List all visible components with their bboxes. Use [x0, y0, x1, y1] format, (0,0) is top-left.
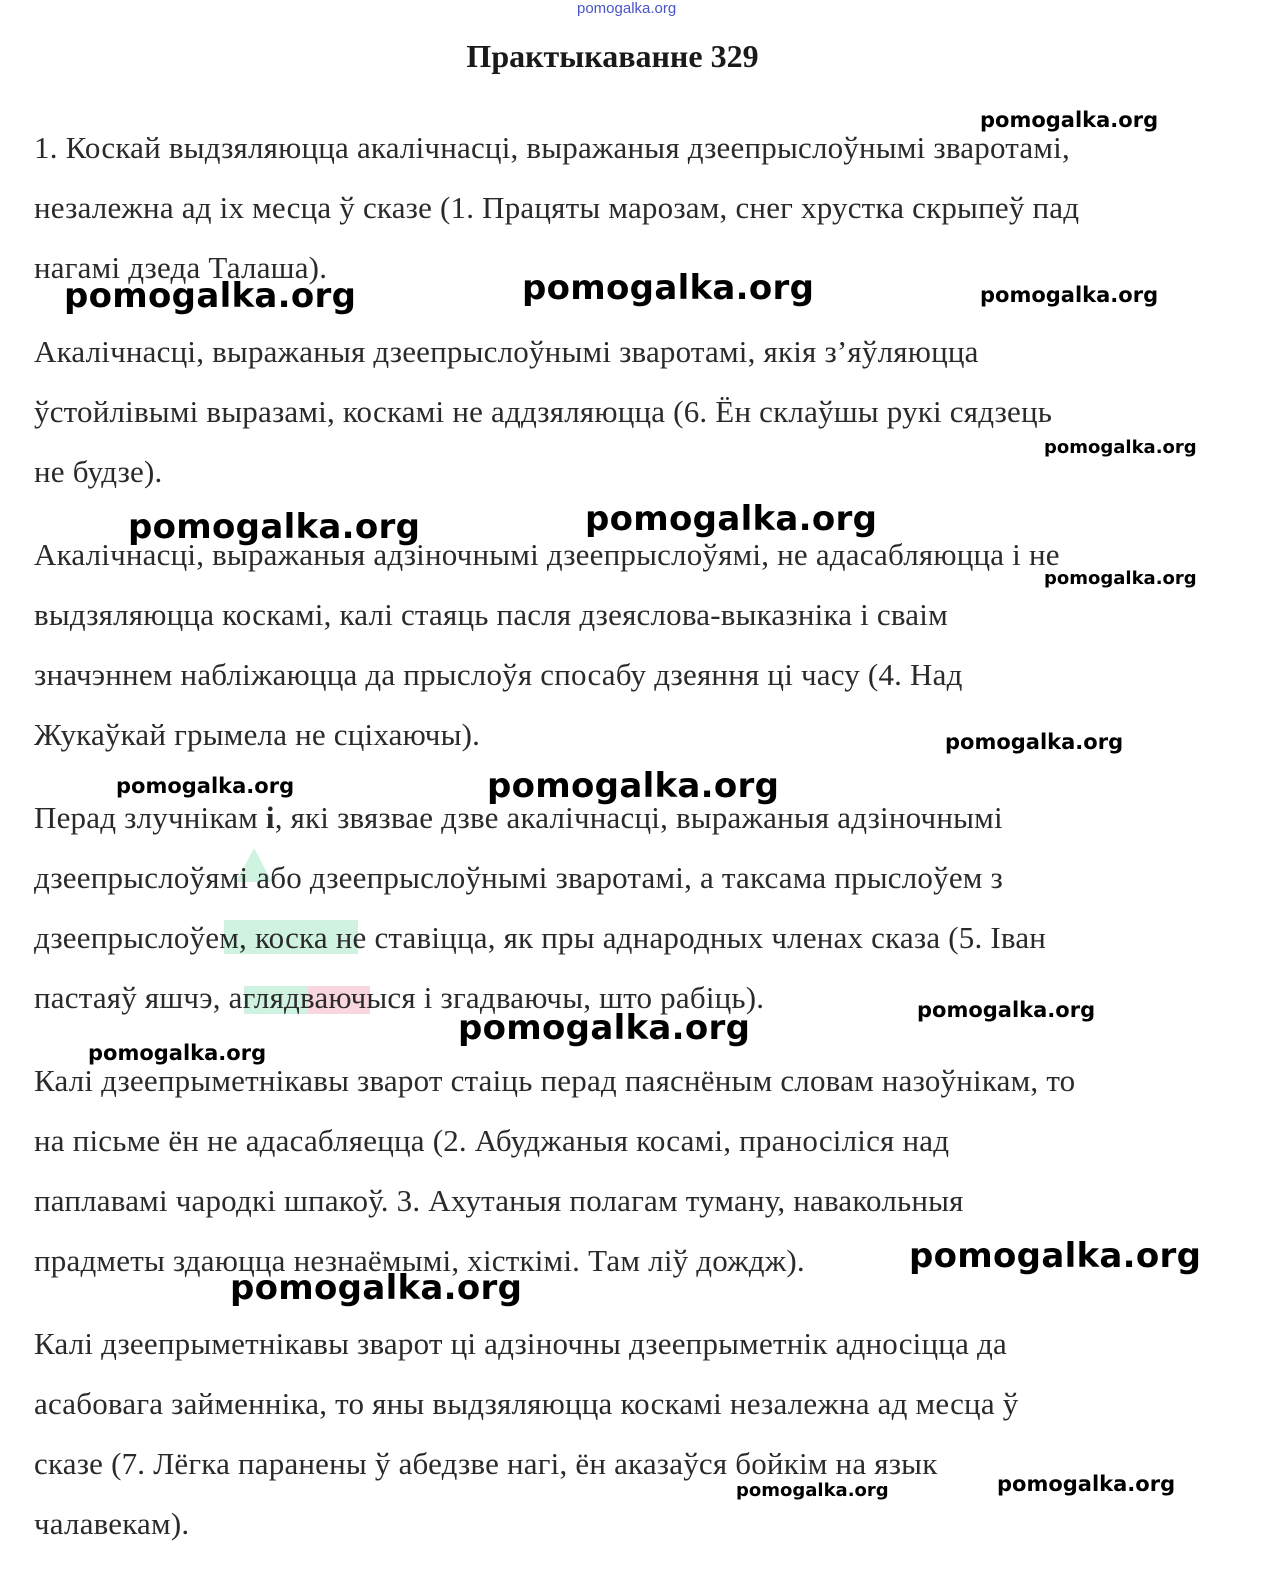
watermark: pomogalka.org — [980, 283, 1159, 307]
watermark: pomogalka.org — [88, 1041, 267, 1065]
watermark: pomogalka.org — [1044, 568, 1197, 589]
watermark: pomogalka.org — [736, 1480, 889, 1501]
page-title: Практыкаванне 329 — [466, 38, 759, 74]
source-link[interactable]: pomogalka.org — [577, 0, 677, 17]
paragraph-4-rest: , які звязвае дзве акалічнасці, выражаныя адзіночнымі дзеепрыслоўямі або дзеепрыслоўнымі зваротамі, а таксама прыслоўем з дзеепрыслоўем, коска не ставіцца, як пры аднародных членах сказа (5. Іван пастаяў яшчэ, аглядваючыся і згадваючы, што рабіць). — [34, 800, 1047, 1015]
watermark: pomogalka.org — [1044, 437, 1197, 458]
conjunction-i: і — [265, 800, 275, 835]
watermark: pomogalka.org — [997, 1472, 1176, 1496]
watermark: pomogalka.org — [585, 499, 878, 539]
watermark: pomogalka.org — [458, 1008, 751, 1048]
watermark: pomogalka.org — [230, 1268, 523, 1308]
watermark: pomogalka.org — [945, 730, 1124, 754]
watermark: pomogalka.org — [487, 766, 780, 806]
watermark: pomogalka.org — [980, 108, 1159, 132]
paragraph-3: Акалічнасці, выражаныя адзіночнымі дзеепрыслоўямі, не адасабляюцца і не выдзяляюцца коскамі, калі стаяць пасля дзеяслова-выказніка і сваім значэннем набліжаюцца да прыслоўя спосабу дзеяння ці часу (4. Над Жукаўкай грымела не сціхаючы). — [34, 537, 1060, 752]
watermark: pomogalka.org — [128, 507, 421, 547]
paragraph-4 — [34, 788, 1224, 1028]
paragraph-4-start: Перад злучнікам — [34, 800, 266, 835]
watermark: pomogalka.org — [522, 268, 815, 308]
paragraph-5: Калі дзеепрыметнікавы зварот стаіць перад паяснёным словам назоўнікам, то на пісьме ён не адасабляецца (2. Абуджаныя косамі, праносіліся над паплавамі чародкі шпакоў. 3. Ахутаныя полагам туману, навакольныя прадметы здаюцца незнаёмымі, хісткімі. Там ліў дождж). — [34, 1063, 1076, 1278]
watermark: pomogalka.org — [909, 1236, 1202, 1276]
paragraph-1: 1. Коскай выдзяляюцца акалічнасці, выражаныя дзеепрыслоўнымі зваротамі, незалежна ад іх месца ў сказе (1. Працяты марозам, снег хрустка скрыпеў пад нагамі дзеда Талаша). — [34, 130, 1080, 285]
watermark: pomogalka.org — [116, 774, 295, 798]
watermark: pomogalka.org — [917, 998, 1096, 1022]
watermark: pomogalka.org — [64, 276, 357, 316]
paragraph-2: Акалічнасці, выражаныя дзеепрыслоўнымі зваротамі, якія з’яўляюцца ўстойлівымі выразамі, коскамі не аддзяляюцца (6. Ён склаўшы рукі сядзець не будзе). — [34, 334, 1053, 489]
paragraph-6: Калі дзеепрыметнікавы зварот ці адзіночны дзеепрыметнік адносіцца да асабовага займенніка, то яны выдзяляюцца коскамі незалежна ад месца ў сказе (7. Лёгка паранены ў абедзве нагі, ён аказаўся бойкім на язык чалавекам). — [34, 1326, 1019, 1541]
